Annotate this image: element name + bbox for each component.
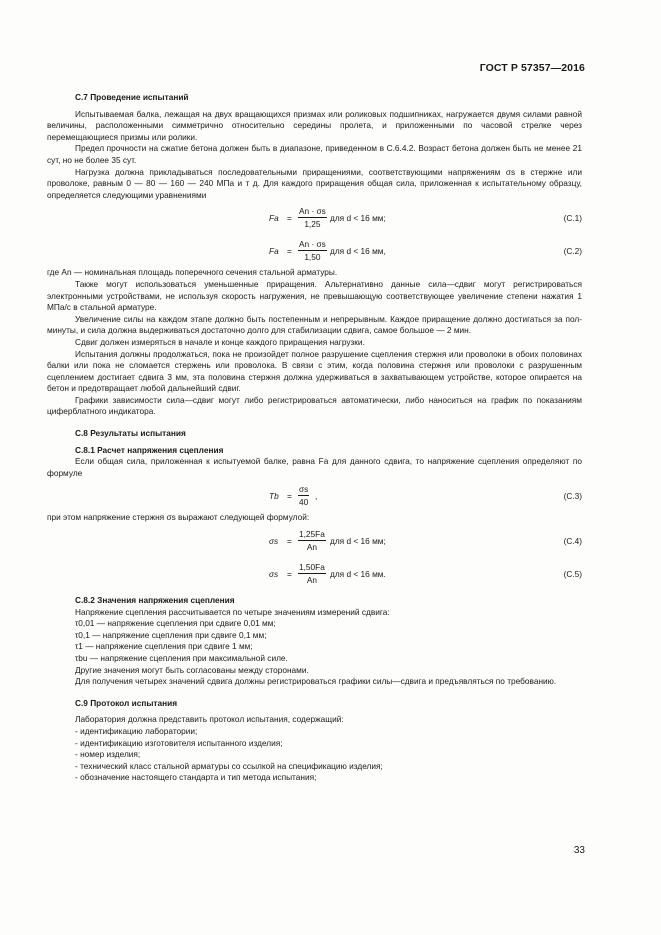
eq3-denominator: 40 (299, 497, 309, 508)
eq3-numerator: σs (299, 484, 309, 495)
c7-paragraph-5: Увеличение силы на каждом этапе должно быть постепенным и непрерывным. Каждое приращение должно достигаться за пол-минуты, и сила должна выдерживаться достаточно долго для стабилизации сдвига, самое большое — 2 мин. (47, 313, 582, 336)
eq2-numerator: An · σs (299, 239, 326, 250)
page-number: 33 (573, 845, 585, 856)
list-item: τ0,01 — напряжение сцепления при сдвиге 0,01 мм; (75, 618, 276, 629)
standard-header: ГОСТ Р 57357—2016 (479, 62, 585, 74)
eq2-lhs: Fa (269, 246, 279, 257)
equation-c4: σs = $\frac{1,25Fa}{An}$ для d < 16 мм; (C.4) (269, 529, 582, 553)
list-item: - технический класс стальной арматуры со ссылкой на спецификацию изделия; (75, 760, 383, 771)
eq4-condition: для d < 16 мм; (330, 536, 386, 547)
eq5-number: (C.5) (563, 569, 582, 580)
c9-intro: Лаборатория должна представить протокол испытания, содержащий: (75, 714, 344, 725)
eq2-condition: для d < 16 мм, (330, 246, 386, 257)
c7-paragraph-3: Нагрузка должна прикладываться последовательными приращениями, соответствующими напряжениям σs в стержне или проволоке, равным 0 — 80 — 160 — 240 МПа и т д. Для каждого приращения общая сила, приложенная к испытательному образцу, определяется следующими уравнениями (47, 166, 582, 200)
eq4-number: (C.4) (563, 536, 582, 547)
where-note: где An — номинальная площадь поперечного сечения стальной арматуры. (47, 267, 338, 278)
list-item: τ0,1 — напряжение сцепления при сдвиге 0,1 мм; (75, 629, 267, 640)
section-c9-title: С.9 Протокол испытания (75, 697, 178, 708)
equation-c5: σs = $\frac{1,50Fa}{An}$ для d < 16 мм. (C.5) (269, 562, 582, 586)
eq5-numerator: 1,50Fa (299, 562, 325, 573)
eq3-number: (C.3) (563, 491, 582, 502)
eq4-denominator: An (306, 542, 317, 553)
stress-text: при этом напряжение стержня σs выражают следующей формулой: (47, 512, 310, 523)
subsection-c81-title: С.8.1 Расчет напряжения сцепления (75, 444, 224, 455)
document-body (47, 92, 582, 784)
eq1-lhs: Fa (269, 213, 279, 224)
section-c8-title: С.8 Результаты испытания (75, 428, 186, 439)
other-values-note: Другие значения могут быть согласованы между сторонами. (75, 664, 309, 675)
eq2-denominator: 1,50 (304, 252, 321, 263)
section-c7-title: С.7 Проведение испытаний (75, 92, 189, 102)
list-item: - идентификацию лаборатории; (75, 725, 198, 736)
c7-paragraph-4: Также могут использоваться уменьшенные приращения. Альтернативно данные сила—сдвиг могут регистрироваться электронными устройствами, не используя скорость нагружения, не превышающую соответствующее увеличение степени нажатия 1 МПа/с в стальной арматуре. (47, 278, 582, 313)
equation-c2: Fa = $\frac{An \cdot \sigma s}{1,50}$ для d < 16 мм, (C.2) (269, 239, 582, 263)
c82-paragraph: Напряжение сцепления рассчитывается по четыре значениям измерений сдвига: (75, 606, 390, 617)
eq4-lhs: σs (269, 536, 279, 547)
equation-c1: Fa = $\frac{An \cdot \sigma s}{1,25}$ для d < 16 мм; (C.1) (269, 206, 582, 230)
eq1-number: (C.1) (563, 213, 582, 224)
equation-c3: Tb = $\frac{\sigma s}{40}$ , (C.3) (269, 484, 582, 508)
eq3-lhs: Tb (269, 491, 279, 502)
eq2-number: (C.2) (563, 246, 582, 257)
c7-paragraph-1: Испытываемая балка, лежащая на двух вращающихся призмах или роликовых подшипниках, нагружается двумя силами равной величины, расположенными симметрично относительно середины пролета, и приложенными по часовой стрелке через перемещающиеся призмы или ролики. (47, 108, 582, 142)
c7-paragraph-7: Испытания должны продолжаться, пока не произойдет полное разрушение сцепления стержня или проволоки в обоих половинах балки или пока не сломается стержень или проволока. В связи с этим, когда половина стержня или проволоки с разрушенным сцеплением достигает сдвига 3 мм, эта половина стержня должна удерживаться в захватывающем устройстве, которое опирается на бетон и предотвращает любой дальнейший сдвиг. (47, 348, 582, 394)
c7-paragraph-6: Сдвиг должен измеряться в начале и конце каждого приращения нагрузки. (75, 336, 365, 347)
eq1-numerator: An · σs (299, 206, 326, 217)
eq1-denominator: 1,25 (304, 219, 321, 230)
c82-last-paragraph: Для получения четырех значений сдвига должны регистрироваться графики силы—сдвига и предъявляться по требованию. (75, 676, 557, 687)
list-item: - идентификацию изготовителя испытанного изделия; (75, 737, 283, 748)
eq4-numerator: 1,25Fa (299, 529, 325, 540)
eq5-condition: для d < 16 мм. (330, 569, 386, 580)
list-item: τbu — напряжение сцепления при максимальной силе. (75, 653, 288, 663)
eq5-lhs: σs (269, 569, 279, 580)
subsection-c82-title: С.8.2 Значения напряжения сцепления (75, 595, 235, 606)
list-item: - обозначение настоящего стандарта и тип метода испытания; (75, 772, 317, 783)
list-item: - номер изделия; (75, 749, 141, 760)
eq3-comma: , (315, 491, 318, 502)
c7-paragraph-2: Предел прочности на сжатие бетона должен быть в диапазоне, приведенном в С.6.4.2. Возраст бетона должен быть не менее 21 сут, но не более 35 сут. (47, 143, 582, 165)
c7-paragraph-8: Графики зависимости сила—сдвиг могут либо регистрироваться автоматически, либо наноситься на график по показаниям циферблатного индикатора. (47, 394, 582, 417)
list-item: τ1 — напряжение сцепления при сдвиге 1 мм; (75, 641, 253, 652)
eq1-condition: для d < 16 мм; (330, 213, 386, 224)
c81-paragraph: Если общая сила, приложенная к испытуемой балке, равна Fa для данного сдвига, то напряжение сцепления определяют по формуле (47, 456, 582, 478)
eq5-denominator: An (306, 575, 317, 586)
